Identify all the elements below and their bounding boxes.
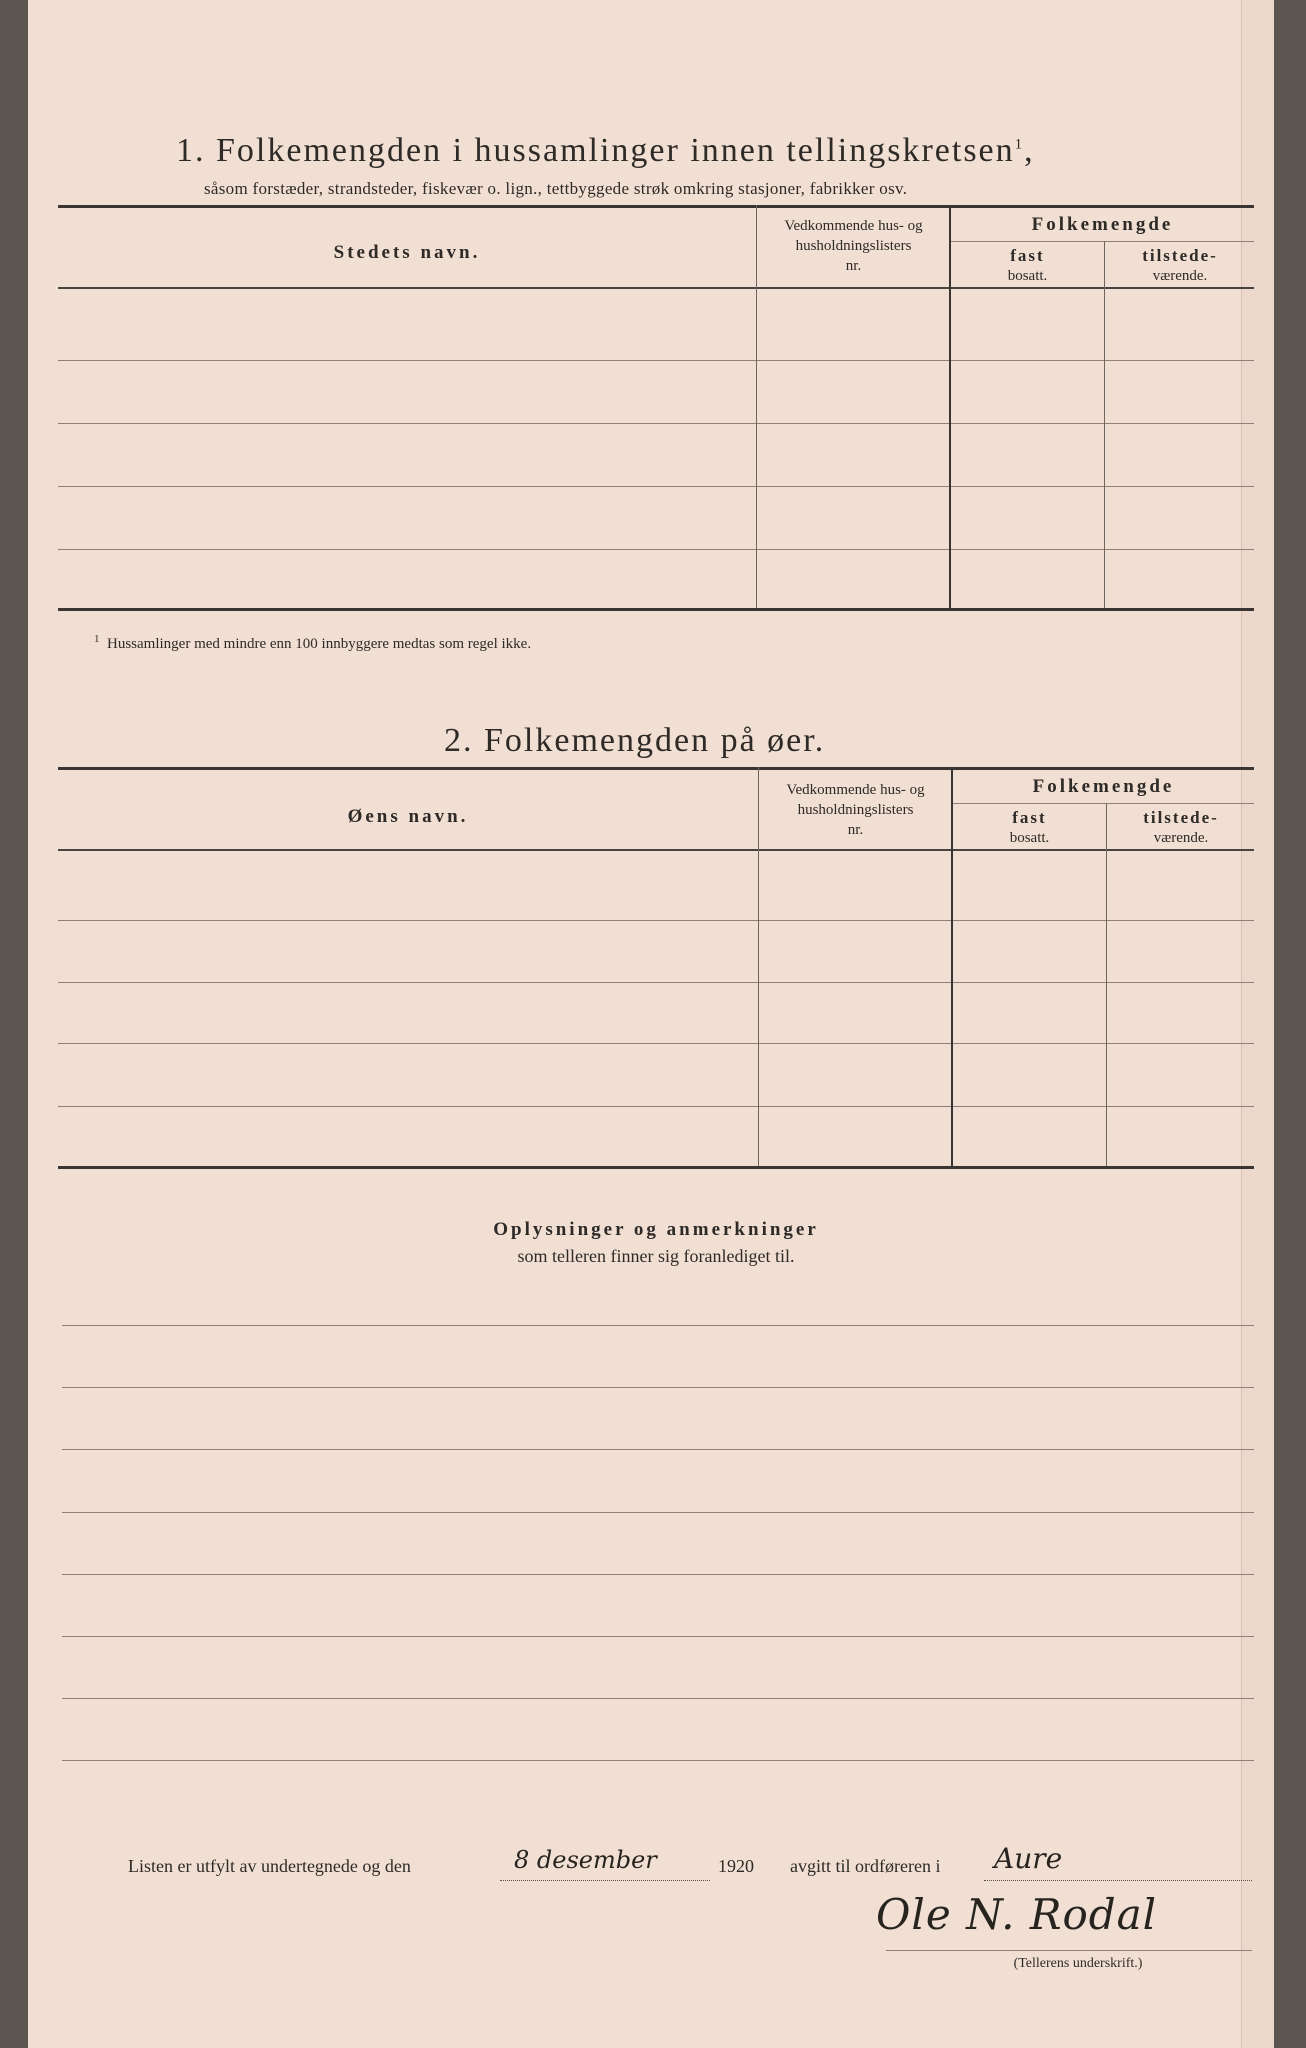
section1-col-fast-header: fast bosatt. [1007, 246, 1048, 284]
remarks-line [62, 1512, 1254, 1513]
section1-col-divider [1104, 241, 1105, 608]
section2-row-line [58, 1043, 1254, 1044]
remarks-line [62, 1636, 1254, 1637]
section1-row-line [58, 486, 1254, 487]
remarks-title: Oplysninger og anmerkninger [493, 1219, 819, 1240]
signature-handwritten: Ole N. Rodal [876, 1890, 1158, 1939]
section1-row-line [58, 549, 1254, 550]
remarks-line [62, 1325, 1254, 1326]
footer-place-line [984, 1880, 1252, 1881]
section1-col-list-header: Vedkommende hus- og husholdningslisters nr. [784, 218, 923, 274]
section1-row-line [58, 360, 1254, 361]
footer-year: 1920 [718, 1856, 754, 1876]
section2-row-line [58, 1106, 1254, 1107]
section1-col-divider [756, 205, 757, 608]
section2-row-line [58, 982, 1254, 983]
signature-line [886, 1950, 1252, 1951]
section1-row-line [58, 423, 1254, 424]
footer-date-handwritten: 8 desember [514, 1846, 657, 1874]
footer-date-line [500, 1880, 710, 1881]
section1-footnote-mark: 1 [1014, 136, 1025, 153]
remarks-line [62, 1574, 1254, 1575]
section1-bottom-rule [58, 608, 1254, 611]
section1-col-name-header: Stedets navn. [333, 242, 481, 263]
remarks-subtitle: som telleren finner sig foranlediget til. [517, 1246, 795, 1266]
section1-pop-header-rule [950, 241, 1254, 242]
section2-pop-header-rule [952, 803, 1254, 804]
footer-place-handwritten: Aure [994, 1842, 1063, 1875]
page-edge [1241, 0, 1274, 2048]
remarks-line [62, 1760, 1254, 1761]
section1-footnote: $^1$ Hussamlinger med mindre enn 100 innbyggere medtas som regel ikke. [94, 633, 532, 652]
section2-col-divider [1106, 803, 1107, 1166]
section2-col-pop-header: Folkemengde [1032, 776, 1175, 797]
footer-text-2: avgitt til ordføreren i [790, 1856, 941, 1876]
remarks-line [62, 1698, 1254, 1699]
section2-col-list-header: Vedkommende hus- og husholdningslisters nr. [786, 782, 925, 838]
section1-top-rule [58, 205, 1254, 208]
census-form-page [28, 0, 1274, 2048]
section2-col-fast-header: fast bosatt. [1009, 808, 1050, 846]
section1-title: 1. Folkemengden i hussamlinger innen tellingskretsen$^1$, [176, 132, 1035, 169]
section2-row-line [58, 920, 1254, 921]
remarks-line [62, 1449, 1254, 1450]
section2-top-rule [58, 767, 1254, 770]
section1-col-pop-header: Folkemengde [1031, 214, 1174, 235]
signature-label: (Tellerens underskrift.) [1013, 1956, 1143, 1971]
section1-col-tilstede-header: tilstede- værende. [1142, 246, 1218, 284]
section2-header-bottom-rule [58, 849, 1254, 851]
section2-col-divider [758, 767, 759, 1166]
footer-text-1: Listen er utfylt av undertegnede og den [128, 1856, 411, 1876]
section2-col-name-header: Øens navn. [347, 806, 469, 827]
section1-subtitle: såsom forstæder, strandsteder, fiskevær o. lign., tettbyggede strøk omkring stasjoner, fabrikker osv. [204, 179, 908, 198]
section2-bottom-rule [58, 1166, 1254, 1169]
section2-col-tilstede-header: tilstede- værende. [1143, 808, 1219, 846]
section2-title: 2. Folkemengden på øer. [444, 722, 826, 759]
section1-header-bottom-rule [58, 287, 1254, 289]
remarks-line [62, 1387, 1254, 1388]
